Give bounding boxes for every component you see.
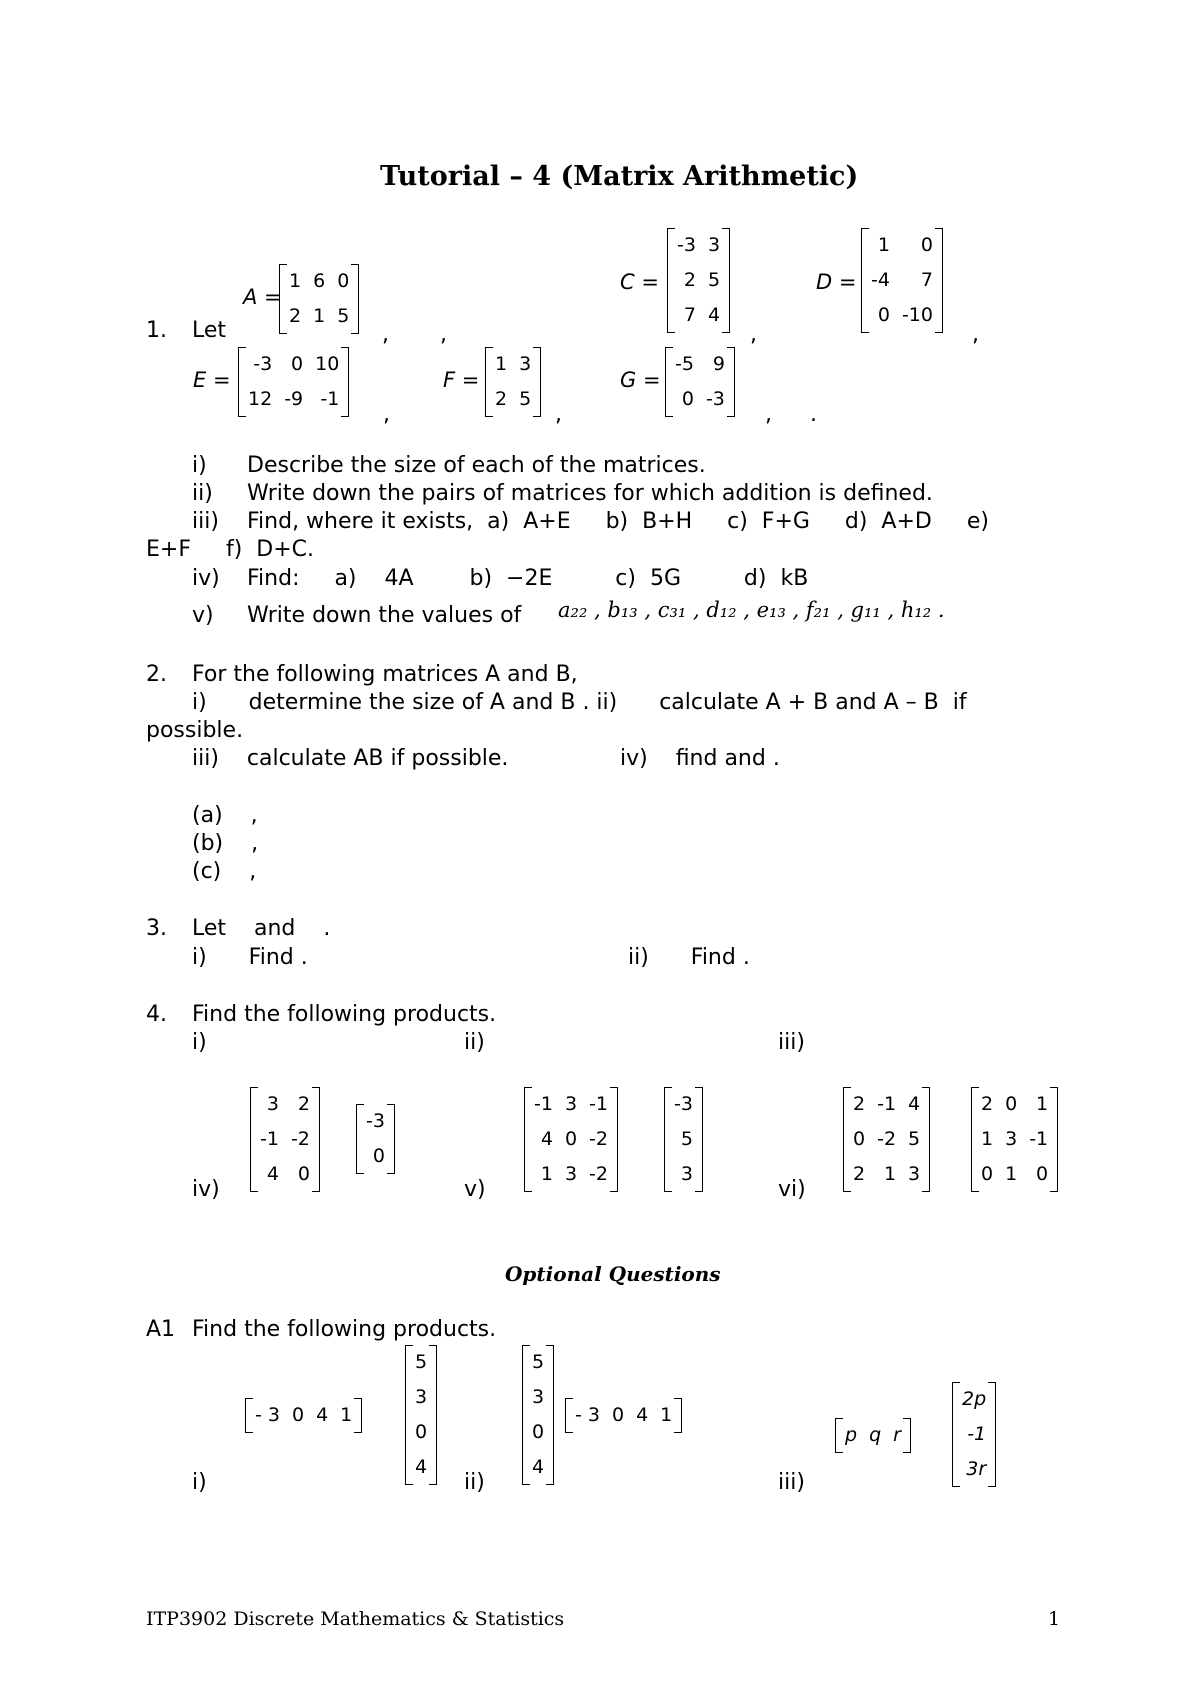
- optional-heading: Optional Questions: [505, 1262, 721, 1286]
- q4-number: 4.: [146, 1002, 167, 1027]
- matrix-left-bracket: [245, 1398, 253, 1433]
- matrix-a-label: A =: [243, 285, 282, 309]
- matrix-cell: r: [893, 1424, 901, 1446]
- matrix-cell: 3: [266, 1093, 279, 1115]
- a1-ii-row-vector: [565, 1398, 682, 1433]
- footer-course: ITP3902 Discrete Mathematics & Statistics: [146, 1608, 565, 1630]
- matrix-cell: 2: [683, 269, 696, 291]
- q4-label-iv: iv): [192, 1177, 220, 1202]
- matrix-right-bracket: [387, 1104, 395, 1174]
- matrix-cell: 1: [981, 1128, 994, 1150]
- matrix-cell: 0: [291, 1404, 305, 1426]
- q3-let: Let and .: [192, 916, 331, 941]
- matrix-left-bracket: [861, 228, 869, 333]
- q4-intro: Find the following products.: [192, 1002, 497, 1027]
- matrix-cell: -3: [366, 1110, 385, 1132]
- q1-iii-continued: E+F f) D+C.: [146, 537, 314, 562]
- matrix-cell: 2: [495, 388, 508, 410]
- matrix-cell: q: [869, 1424, 882, 1446]
- matrix-left-bracket: [279, 264, 287, 334]
- matrix-cell: 3: [519, 353, 532, 375]
- matrix-cell: 0: [920, 234, 933, 256]
- matrix-right-bracket: [533, 347, 541, 417]
- matrix-cell: 4: [266, 1163, 279, 1185]
- matrix-right-bracket: [546, 1345, 554, 1485]
- matrix-cell: 5: [415, 1351, 428, 1373]
- matrix-d: [861, 228, 943, 333]
- matrix-cell: - 3: [575, 1404, 600, 1426]
- q4-label-v: v): [464, 1177, 486, 1202]
- matrix-cell: -4: [871, 269, 890, 291]
- matrix-cell: 0: [564, 1128, 578, 1150]
- matrix-left-bracket: [485, 347, 493, 417]
- matrix-left-bracket: [238, 347, 246, 417]
- matrix-cell: 1: [883, 1163, 897, 1185]
- matrix-cell: 9: [712, 353, 725, 375]
- matrix-cell: 4: [540, 1128, 553, 1150]
- matrix-left-bracket: [356, 1104, 364, 1174]
- page-title: Tutorial – 4 (Matrix Arithmetic): [380, 161, 859, 192]
- matrix-left-bracket: [664, 1087, 672, 1192]
- matrix-cell: 2: [853, 1093, 866, 1115]
- matrix-cell: -9: [284, 388, 304, 410]
- q2-number: 2.: [146, 662, 167, 687]
- matrix-cell: -10: [901, 304, 933, 326]
- matrix-cell: 5: [337, 305, 350, 327]
- matrix-cell: -1: [589, 1093, 608, 1115]
- q1-let: Let: [192, 318, 227, 343]
- matrix-left-bracket: [835, 1418, 843, 1453]
- comma: ,: [972, 322, 979, 347]
- matrix-right-bracket: [610, 1087, 618, 1192]
- q1-i-text: Describe the size of each of the matrices.: [247, 453, 706, 478]
- matrix-cell: -2: [877, 1128, 897, 1150]
- q1-i-label: i): [192, 453, 207, 478]
- matrix-g: [665, 347, 735, 417]
- a1-i-column-vector: [405, 1345, 437, 1485]
- comma: ,: [555, 402, 562, 427]
- q1-iii-text: Find, where it exists, a) A+E b) B+H c) F+G d) A+D e): [247, 509, 989, 534]
- matrix-right-bracket: [674, 1398, 682, 1433]
- matrix-right-bracket: [341, 347, 349, 417]
- matrix-cell: 0: [877, 304, 890, 326]
- q1-number: 1.: [146, 318, 167, 343]
- matrix-left-bracket: [524, 1087, 532, 1192]
- matrix-cell: 4: [908, 1093, 921, 1115]
- q4-label-vi: vi): [778, 1177, 806, 1202]
- q2-line-iii: iii) calculate AB if possible.: [192, 746, 509, 771]
- matrix-cell: 0: [853, 1128, 866, 1150]
- matrix-cell: 2: [289, 305, 302, 327]
- matrix-f: [485, 347, 541, 417]
- a1-iii-pqr-row: [835, 1418, 911, 1453]
- matrix-left-bracket: [522, 1345, 530, 1485]
- matrix-cell: 1: [495, 353, 508, 375]
- matrix-cell: 4: [316, 1404, 329, 1426]
- matrix-cell: 3: [908, 1163, 921, 1185]
- footer-page-number: 1: [1048, 1608, 1061, 1630]
- comma: ,: [383, 402, 390, 427]
- matrix-cell: 4: [707, 304, 721, 326]
- matrix-cell: -1: [260, 1128, 279, 1150]
- q4-iv-matrix-2: [356, 1104, 395, 1174]
- matrix-cell: -2: [290, 1128, 310, 1150]
- matrix-cell: 3r: [966, 1458, 987, 1480]
- q4-iv-matrix-1: [250, 1087, 320, 1192]
- q2-line-i-continued: possible.: [146, 718, 244, 743]
- matrix-cell: 3: [680, 1163, 693, 1185]
- matrix-cell: 1: [1036, 1093, 1049, 1115]
- q4-label-iii: iii): [778, 1030, 805, 1055]
- q4-v-matrix-1: [524, 1087, 618, 1192]
- q4-label-i: i): [192, 1030, 207, 1055]
- matrix-cell: 7: [683, 304, 696, 326]
- q4-vi-matrix-2: [971, 1087, 1058, 1192]
- matrix-cell: 0: [681, 388, 694, 410]
- period: .: [810, 402, 817, 427]
- matrix-cell: 0: [532, 1421, 545, 1443]
- matrix-cell: -1: [534, 1093, 553, 1115]
- matrix-cell: 1: [289, 270, 302, 292]
- matrix-cell: 7: [920, 269, 933, 291]
- matrix-cell: -1: [1029, 1128, 1049, 1150]
- a1-i-row-vector: [245, 1398, 362, 1433]
- matrix-cell: 5: [680, 1128, 693, 1150]
- q3-i: i) Find .: [192, 945, 308, 970]
- matrix-c-label: C =: [620, 270, 659, 294]
- matrix-cell: -5: [675, 353, 694, 375]
- matrix-cell: 4: [415, 1456, 428, 1478]
- matrix-right-bracket: [351, 264, 359, 334]
- matrix-g-label: G =: [620, 368, 661, 392]
- matrix-left-bracket: [565, 1398, 573, 1433]
- matrix-right-bracket: [1050, 1087, 1058, 1192]
- matrix-cell: -1: [877, 1093, 897, 1115]
- q2-part-b: (b) ,: [192, 831, 259, 856]
- a1-iii-column: [952, 1382, 996, 1487]
- matrix-cell: 12: [248, 388, 273, 410]
- matrix-left-bracket: [952, 1382, 960, 1487]
- q1-v-values: a₂₂ , b₁₃ , c₃₁ , d₁₂ , e₁₃ , f₂₁ , g₁₁ , h₁₂ .: [558, 598, 945, 622]
- matrix-cell: 2p: [962, 1388, 987, 1410]
- matrix-cell: 3: [707, 234, 721, 256]
- comma: ,: [765, 402, 772, 427]
- matrix-cell: -3: [677, 234, 696, 256]
- q2-intro: For the following matrices A and B,: [192, 662, 578, 687]
- matrix-cell: 10: [315, 353, 340, 375]
- matrix-cell: 6: [313, 270, 326, 292]
- matrix-c: [667, 228, 730, 333]
- matrix-cell: -1: [967, 1423, 987, 1445]
- matrix-e: [238, 347, 349, 417]
- matrix-cell: 3: [564, 1163, 578, 1185]
- matrix-cell: -2: [589, 1163, 608, 1185]
- q4-vi-matrix-1: [843, 1087, 930, 1192]
- matrix-cell: 0: [291, 353, 304, 375]
- q1-v-label: v): [192, 603, 214, 628]
- q1-v-text: Write down the values of: [247, 603, 522, 628]
- comma: ,: [750, 322, 757, 347]
- matrix-cell: -1: [320, 388, 340, 410]
- matrix-right-bracket: [727, 347, 735, 417]
- matrix-cell: 1: [540, 1163, 553, 1185]
- matrix-cell: 3: [532, 1386, 545, 1408]
- matrix-cell: 3: [564, 1093, 578, 1115]
- comma: ,: [440, 322, 447, 347]
- matrix-cell: 1: [877, 234, 890, 256]
- q1-ii-text: Write down the pairs of matrices for which addition is defined.: [247, 481, 933, 506]
- matrix-e-label: E =: [193, 368, 231, 392]
- matrix-left-bracket: [667, 228, 675, 333]
- q2-part-a: (a) ,: [192, 803, 258, 828]
- q4-v-matrix-2: [664, 1087, 703, 1192]
- matrix-f-label: F =: [443, 368, 480, 392]
- matrix-left-bracket: [665, 347, 673, 417]
- matrix-cell: 0: [981, 1163, 994, 1185]
- matrix-left-bracket: [405, 1345, 413, 1485]
- q1-iv-text: Find: a) 4A b) −2E c) 5G d) kB: [247, 566, 809, 591]
- matrix-cell: 1: [313, 305, 326, 327]
- q3-ii: ii) Find .: [628, 945, 750, 970]
- matrix-left-bracket: [843, 1087, 851, 1192]
- matrix-cell: 5: [519, 388, 532, 410]
- q2-line-iv: iv) find and .: [620, 746, 780, 771]
- matrix-cell: 0: [1005, 1093, 1018, 1115]
- matrix-cell: 2: [853, 1163, 866, 1185]
- matrix-cell: -3: [253, 353, 273, 375]
- q1-iii-label: iii): [192, 509, 219, 534]
- matrix-cell: 0: [297, 1163, 310, 1185]
- matrix-right-bracket: [935, 228, 943, 333]
- matrix-cell: 1: [660, 1404, 673, 1426]
- matrix-cell: 5: [532, 1351, 545, 1373]
- matrix-right-bracket: [695, 1087, 703, 1192]
- a1-ii-column-vector: [522, 1345, 554, 1485]
- matrix-right-bracket: [922, 1087, 930, 1192]
- a1-label-ii: ii): [464, 1470, 485, 1495]
- matrix-cell: -2: [589, 1128, 608, 1150]
- matrix-cell: 0: [337, 270, 350, 292]
- matrix-cell: -3: [705, 388, 725, 410]
- matrix-left-bracket: [971, 1087, 979, 1192]
- q2-part-c: (c) ,: [192, 859, 257, 884]
- matrix-cell: 0: [372, 1145, 385, 1167]
- matrix-cell: 4: [532, 1456, 545, 1478]
- q1-iv-label: iv): [192, 566, 220, 591]
- q3-number: 3.: [146, 916, 167, 941]
- matrix-right-bracket: [429, 1345, 437, 1485]
- matrix-right-bracket: [354, 1398, 362, 1433]
- matrix-right-bracket: [312, 1087, 320, 1192]
- q2-line-i: i) determine the size of A and B . ii) calculate A + B and A – B if: [192, 690, 967, 715]
- matrix-cell: 4: [636, 1404, 649, 1426]
- matrix-cell: 5: [707, 269, 721, 291]
- matrix-right-bracket: [988, 1382, 996, 1487]
- matrix-d-label: D =: [816, 270, 857, 294]
- matrix-cell: - 3: [255, 1404, 280, 1426]
- matrix-cell: 5: [908, 1128, 921, 1150]
- matrix-right-bracket: [722, 228, 730, 333]
- matrix-cell: 3: [1005, 1128, 1018, 1150]
- matrix-cell: 0: [415, 1421, 428, 1443]
- a1-text: Find the following products.: [192, 1317, 497, 1342]
- matrix-cell: -3: [674, 1093, 693, 1115]
- matrix-cell: 2: [981, 1093, 994, 1115]
- matrix-cell: 1: [340, 1404, 353, 1426]
- matrix-cell: 3: [415, 1386, 428, 1408]
- comma: ,: [382, 322, 389, 347]
- matrix-cell: 0: [611, 1404, 625, 1426]
- matrix-cell: p: [845, 1424, 858, 1446]
- a1-label-i: i): [192, 1470, 207, 1495]
- a1-number: A1: [146, 1317, 176, 1342]
- a1-label-iii: iii): [778, 1470, 805, 1495]
- matrix-cell: 0: [1036, 1163, 1049, 1185]
- matrix-a: [279, 264, 359, 334]
- q4-label-ii: ii): [464, 1030, 485, 1055]
- matrix-cell: 1: [1005, 1163, 1018, 1185]
- q1-ii-label: ii): [192, 481, 213, 506]
- matrix-cell: 2: [297, 1093, 310, 1115]
- matrix-left-bracket: [250, 1087, 258, 1192]
- matrix-right-bracket: [903, 1418, 911, 1453]
